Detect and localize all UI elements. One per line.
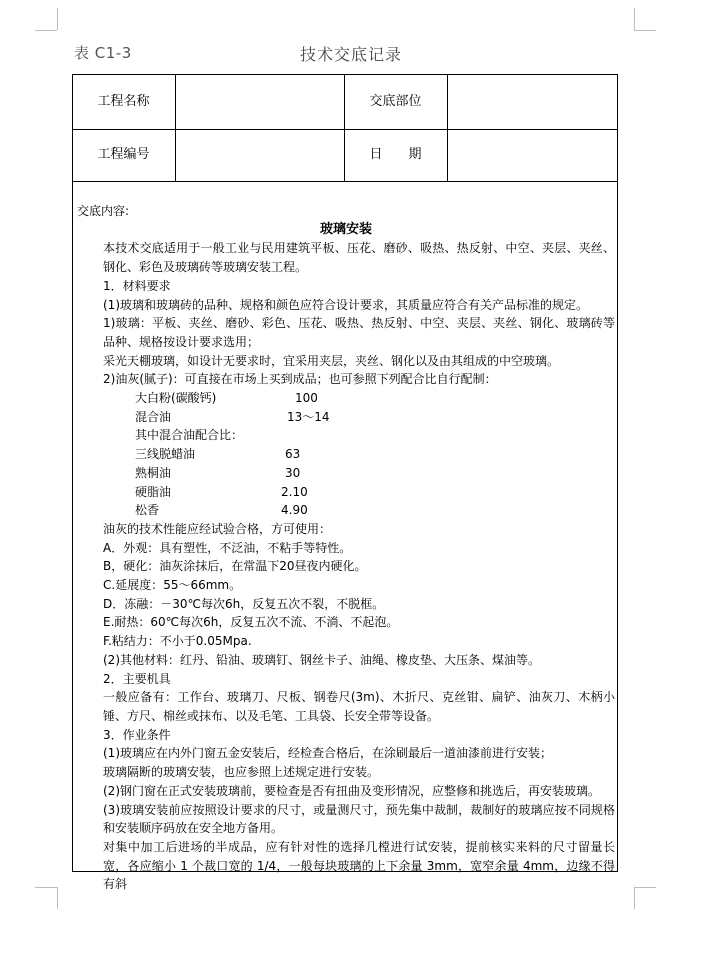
paragraph: (2)其他材料：红丹、铅油、玻璃钉、钢丝卡子、油绳、橡皮垫、大压条、煤油等。 [103, 652, 541, 667]
project-name-label: 工程名称 [97, 94, 150, 109]
putty-item: F.粘结力：不小于0.05Mpa. [103, 634, 252, 649]
mix-sub-heading: 其中混合油配合比： [135, 428, 244, 443]
handover-dept-label: 交底部位 [369, 94, 422, 109]
handover-content [77, 202, 615, 894]
project-no-label: 工程编号 [97, 147, 150, 162]
putty-item: D．冻融：－30℃每次6h，反复五次不裂，不脱框。 [103, 596, 385, 611]
paragraph: (1)玻璃和玻璃砖的品种、规格和颜色应符合设计要求，其质量应符合有关产品标准的规定。 [103, 297, 589, 312]
crop-mark [57, 8, 58, 30]
table-divider [447, 74, 448, 181]
mix-name: 大白粉(碳酸钙) [135, 391, 217, 406]
date-label: 日 期 [369, 147, 422, 162]
mix-name: 混合油 [135, 409, 172, 424]
crop-mark [634, 887, 656, 888]
paragraph: (3)玻璃安装前应按照设计要求的尺寸，或量测尺寸，预先集中裁制，裁制好的玻璃应按不同规格和安装顺序码放在安全地方备用。 [103, 802, 615, 836]
mix-value: 2.10 [281, 484, 308, 499]
crop-mark [634, 887, 635, 909]
page-title: 技术交底记录 [299, 45, 402, 64]
paragraph: 玻璃隔断的玻璃安装，也应参照上述规定进行安装。 [103, 765, 380, 780]
paragraph: 油灰的技术性能应经试验合格，方可使用： [103, 521, 332, 536]
paragraph: 采光天棚玻璃，如设计无要求时，宜采用夹层，夹丝、钢化以及由其组成的中空玻璃。 [103, 353, 560, 368]
paragraph: (1)玻璃应在内外门窗五金安装后，经检查合格后，在涂刷最后一道油漆前进行安装； [103, 746, 553, 761]
crop-mark [634, 30, 656, 31]
mix-row [77, 408, 615, 427]
content-title: 玻璃安装 [319, 221, 372, 237]
form-code: 表 C1-3 [74, 44, 132, 62]
mix-row [77, 389, 615, 408]
table-divider [72, 129, 618, 130]
mix-value: 30 [285, 465, 301, 480]
mix-row [77, 483, 615, 502]
crop-mark [35, 887, 57, 888]
putty-item: E.耐热：60℃每次6h，反复五次不流、不淌、不起泡。 [103, 615, 399, 630]
intro-paragraph: 本技术交底适用于一般工业与民用建筑平板、压花、磨砂、吸热、热反射、中空、夹层、夹丝、钢化、彩色及玻璃砖等玻璃安装工程。 [103, 241, 615, 275]
section-heading: 3．作业条件 [103, 727, 171, 742]
mix-value: 100 [295, 391, 318, 406]
mix-name: 硬脂油 [135, 484, 172, 499]
paragraph: (2)钢门窗在正式安装玻璃前，要检查是否有扭曲及变形情况，应整修和挑选后，再安装玻璃。 [103, 783, 601, 798]
paragraph: 一般应备有：工作台、玻璃刀、尺板、钢卷尺(3m)、木折尺、克丝钳、扁铲、油灰刀、木柄小锤、方尺、棉丝或抹布、以及毛笔、工具袋、长安全带等设备。 [103, 690, 615, 723]
paragraph: 对集中加工后进场的半成品，应有针对性的选择几樘进行试安装，提前核实来料的尺寸留量长宽，各应缩小 1 个裁口宽的 1/4，一般每块玻璃的上下余量 3mm，宽窄余量 4mm，边缘不得有斜 [103, 839, 615, 892]
putty-item: C.延展度：55～66mm。 [103, 578, 242, 593]
crop-mark [35, 30, 57, 31]
section-heading: 2．主要机具 [103, 671, 171, 686]
putty-item: B，硬化：油灰涂抹后，在常温下20昼夜内硬化。 [103, 559, 367, 574]
section-heading: 1．材料要求 [103, 278, 171, 293]
mix-value: 13～14 [287, 409, 330, 424]
content-heading: 交底内容: [77, 204, 130, 218]
mix-row [77, 501, 615, 520]
mix-name: 松香 [135, 503, 160, 518]
mix-row [77, 445, 615, 464]
table-divider [72, 181, 618, 182]
mix-value: 4.90 [281, 503, 308, 518]
putty-item: A．外观：具有塑性，不泛油，不粘手等特性。 [103, 540, 352, 555]
crop-mark [634, 8, 635, 30]
mix-value: 63 [285, 447, 301, 462]
table-divider [175, 74, 176, 181]
mix-name: 三线脱蜡油 [135, 447, 196, 462]
paragraph: 2)油灰(腻子)：可直接在市场上买到成品；也可参照下列配合比自行配制： [103, 372, 497, 387]
paragraph: 1)玻璃：平板、夹丝、磨砂、彩色、压花、吸热、热反射、中空、夹层、夹丝、钢化、玻璃砖等品种、规格按设计要求选用； [103, 316, 615, 349]
mix-name: 熟桐油 [135, 465, 172, 480]
crop-mark [57, 887, 58, 909]
mix-row [77, 464, 615, 483]
